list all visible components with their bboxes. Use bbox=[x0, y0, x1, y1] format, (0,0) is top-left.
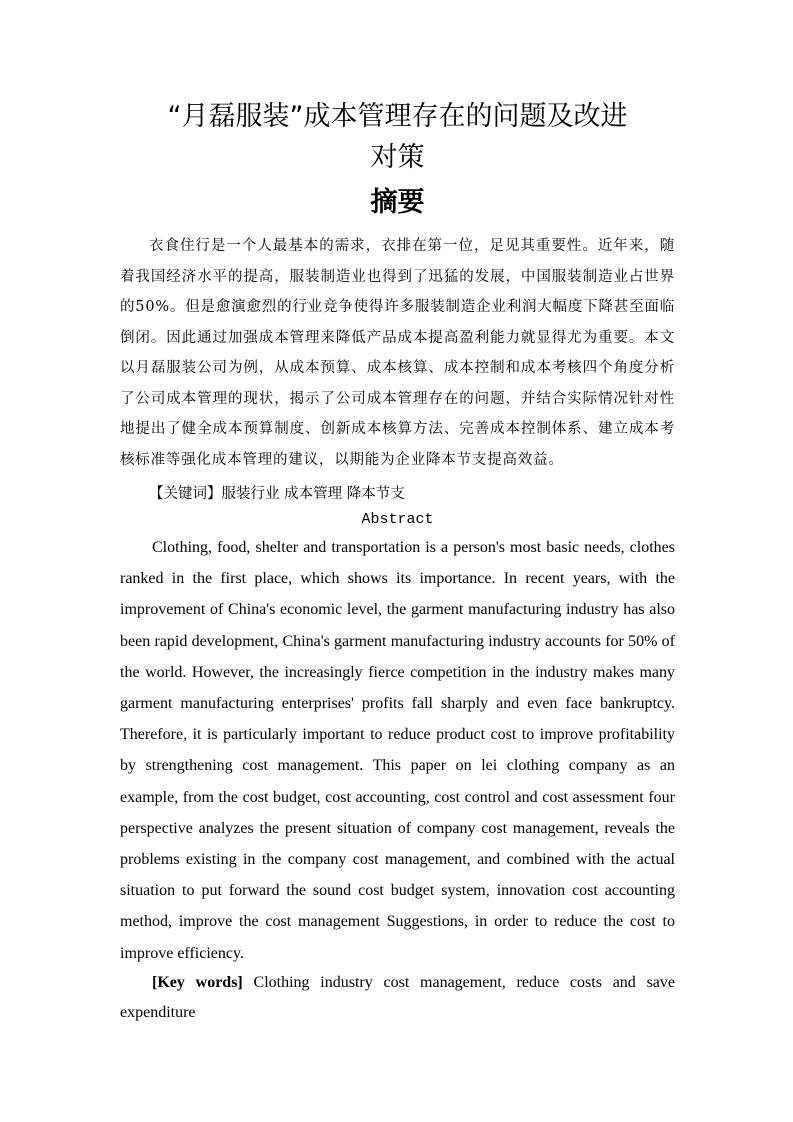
chinese-abstract-heading: 摘要 bbox=[370, 187, 425, 218]
chinese-keywords bbox=[120, 479, 675, 509]
chinese-abstract-body: 衣食住行是一个人最基本的需求，衣排在第一位，足见其重要性。近年来，随着我国经济水平的提高，服装制造业也得到了迅猛的发展，中国服装制造业占世界的50%。但是愈演愈烈的行业竞争使得许多服装制造企业利润大幅度下降甚至面临倒闭。因此通过加强成本管理来降低产品成本提高盈利能力就显得尤为重要。本文以月磊服装公司为例，从成本预算、成本核算、成本控制和成本考核四个角度分析了公司成本管理的现状，揭示了公司成本管理存在的问题，并结合实际情况针对性地提出了健全成本预算制度、创新成本核算方法、完善成本控制体系、建立成本考核标准等强化成本管理的建议，以期能为企业降本节支提高效益。 bbox=[120, 238, 675, 468]
english-abstract-body: Clothing, food, shelter and transportation is a person's most basic needs, clothes ranked in the first place, which shows its importance. In recent years, with the improvement of China's economic level, the garment manufacturing industry has also been rapid development, China's garment manufacturing industry accounts for 50% of the world. However, the increasingly fierce competition in the industry makes many garment manufacturing enterprises' profits fall sharply and even face bankruptcy. Therefore, it is particularly important to reduce product cost to improve profitability by strengthening cost management. This paper on lei clothing company as an example, from the cost budget, cost accounting, cost control and cost assessment four perspective analyzes the present situation of company cost management, reveals the problems existing in the company cost management, and combined with the actual situation to put forward the sound cost budget system, innovation cost accounting method, improve the cost management Suggestions, in order to reduce the cost to improve efficiency. bbox=[120, 539, 675, 962]
english-abstract-heading: Abstract bbox=[361, 511, 434, 528]
document-title-line-1: “月磊服装”成本管理存在的问题及改进 bbox=[167, 101, 628, 132]
english-keywords-value: Clothing industry cost management, reduce costs and save expenditure bbox=[120, 974, 675, 1021]
english-keywords bbox=[120, 968, 675, 1028]
chinese-keywords-value: 服装行业 成本管理 降本节支 bbox=[221, 486, 405, 502]
english-keywords-label: [Key words] bbox=[152, 974, 243, 991]
chinese-keywords-label: 【关键词】 bbox=[149, 486, 222, 502]
document-title-line-2: 对策 bbox=[370, 142, 425, 173]
